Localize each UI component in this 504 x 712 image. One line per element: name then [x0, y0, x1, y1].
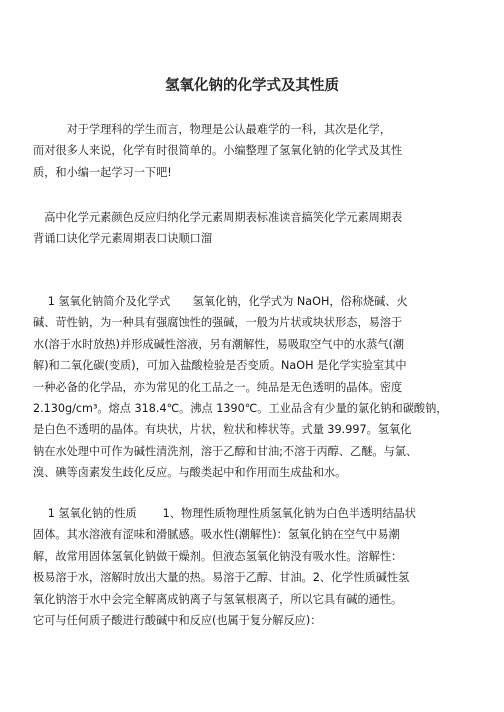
document-title: 氢氧化钠的化学式及其性质	[165, 78, 339, 94]
properties-section-paragraph	[33, 503, 473, 631]
text-line: 质，和小编一起学习一下吧!	[33, 165, 172, 179]
text-line: 解)和二氧化碳(变质)，可加入盐酸检验是否变质。NaOH 是化学实验室其中	[33, 359, 407, 373]
text-line: 对于学理科的学生而言，物理是公认最难学的一科，其次是化学，	[33, 123, 392, 136]
introduction-section-paragraph	[33, 291, 473, 484]
text-line: 溴、碘等卤素发生歧化反应。与酸类起中和作用而生成盐和水。	[33, 466, 347, 480]
text-line: 它可与任何质子酸进行酸碱中和反应(也属于复分解反应)：	[33, 613, 322, 627]
text-line: 极易溶于水，溶解时放出大量的热。易溶于乙醇、甘油。2、化学性质碱性氢	[33, 571, 410, 585]
text-line: 高中化学元素颜色反应归纳化学元素周期表标准读音搞笑化学元素周期表	[33, 211, 403, 224]
text-line: 碱、苛性钠，为一种具有强腐蚀性的强碱，一般为片状或块状形态，易溶于	[33, 316, 403, 330]
text-line: 钠在水处理中可作为碱性清洗剂，溶于乙醇和甘油;不溶于丙醇、乙醚。与氯、	[33, 444, 418, 458]
related-links-paragraph	[33, 207, 473, 250]
text-line: 背诵口诀化学元素周期表口诀顺口溜	[33, 232, 213, 246]
text-line: 是白色不透明的晶体。有块状，片状，粒状和棒状等。式量 39.997。氢氧化	[33, 423, 412, 437]
text-line: 2.130g/cm³。熔点 318.4℃。沸点 1390℃。工业品含有少量的氯化钠和碳酸钠，	[33, 401, 448, 415]
text-line: 解，故常用固体氢氧化钠做干燥剂。但液态氢氧化钠没有吸水性。溶解性：	[33, 549, 403, 563]
intro-paragraph	[33, 119, 473, 183]
text-line: 氧化钠溶于水中会完全解离成钠离子与氢氧根离子，所以它具有碱的通性。	[33, 592, 403, 606]
text-line: 固体。其水溶液有涩味和滑腻感。吸水性(潮解性)：氢氧化钠在空气中易潮	[33, 528, 400, 542]
text-line: 而对很多人来说，化学有时很简单的。小编整理了氢氧化钠的化学式及其性	[33, 144, 403, 158]
text-line: 1 氢氧化钠的性质 1、物理性质物理性质氢氧化钠为白色半透明结晶状	[33, 507, 416, 520]
text-line: 1 氢氧化钠简介及化学式 氢氧化钠，化学式为 NaOH，俗称烧碱、火	[33, 295, 408, 308]
text-line: 一种必备的化学品，亦为常见的化工品之一。纯品是无色透明的晶体。密度	[33, 380, 403, 394]
text-line: 水(溶于水时放热)并形成碱性溶液，另有潮解性，易吸取空气中的水蒸气(潮	[33, 337, 405, 351]
